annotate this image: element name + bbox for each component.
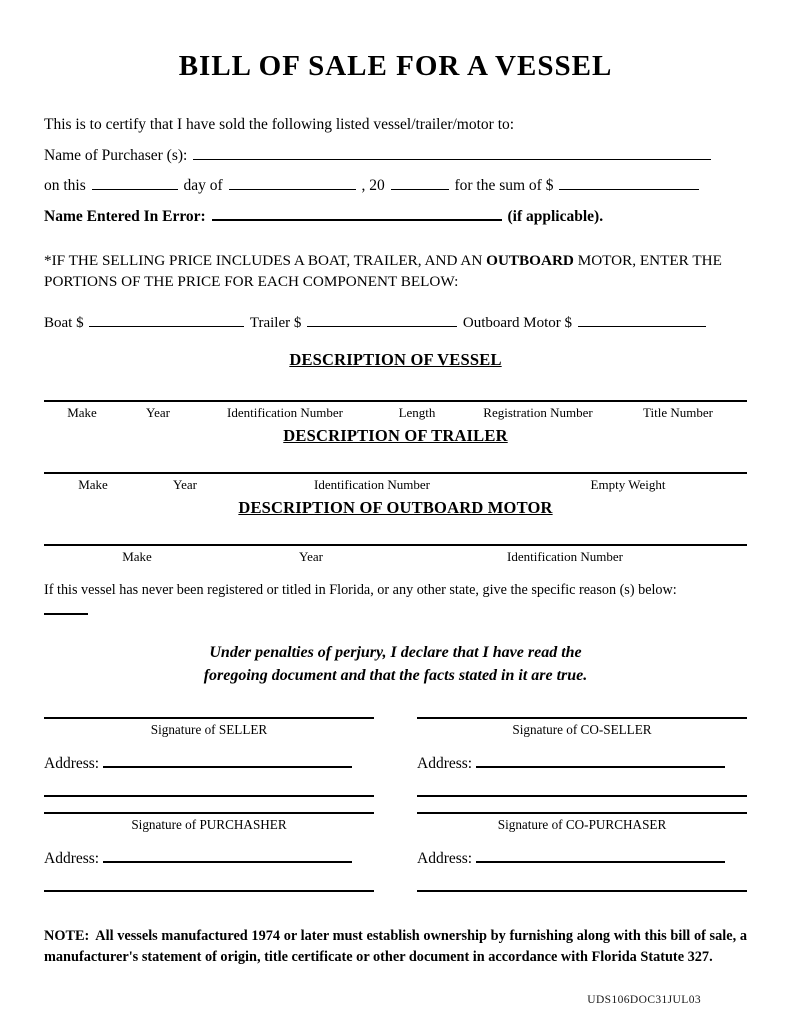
purchaser-signature-column — [44, 812, 374, 892]
price-notice-part2: MOTOR, ENTER THE PORTIONS OF THE PRICE FOR EACH COMPONENT BELOW: — [44, 251, 722, 291]
trailer-col-make: Make — [78, 476, 108, 492]
year-input[interactable] — [391, 189, 449, 190]
vessel-col-make: Make — [67, 404, 97, 420]
purchaser-address-line-2[interactable] — [44, 890, 374, 892]
seller-signature-column — [44, 717, 374, 797]
perjury-statement — [44, 641, 747, 687]
seller-signature-row — [44, 717, 747, 797]
co-seller-address-line-2[interactable] — [417, 795, 747, 797]
co-seller-address-input[interactable] — [476, 766, 725, 768]
price-notice-part1: *IF THE SELLING PRICE INCLUDES A BOAT, TRAILER, AND AN — [44, 251, 487, 269]
trailer-col-identification-number: Identification Number — [314, 476, 430, 492]
purchaser-name-input[interactable] — [193, 159, 711, 160]
vessel-col-title-number: Title Number — [643, 404, 713, 420]
motor-description-table — [44, 544, 747, 568]
purchaser-signature-row — [44, 812, 747, 892]
name-entered-in-error-input[interactable] — [212, 219, 502, 221]
month-input[interactable] — [229, 189, 356, 190]
vessel-col-registration-number: Registration Number — [483, 404, 593, 420]
sum-input[interactable] — [559, 189, 699, 190]
boat-price-input[interactable] — [89, 326, 244, 327]
name-entered-in-error-row — [44, 205, 747, 228]
if-applicable-label: (if applicable). — [507, 207, 604, 225]
boat-price-label: Boat $ — [44, 314, 84, 331]
intro-text: This is to certify that I have sold the following listed vessel/trailer/motor to: — [44, 116, 515, 133]
purchaser-signature-section — [44, 812, 747, 892]
footer-form-code: UDS106DOC31JUL03 — [587, 994, 701, 1006]
trailer-price-label: Trailer $ — [249, 314, 302, 331]
motor-col-identification-number: Identification Number — [507, 548, 623, 564]
trailer-col-empty-weight: Empty Weight — [590, 476, 666, 492]
price-notice-emphasis: OUTBOARD — [486, 251, 574, 269]
on-this-label: on this — [44, 177, 86, 195]
sum-label: for the sum of $ — [454, 177, 554, 195]
motor-col-make: Make — [122, 548, 152, 564]
seller-address-input[interactable] — [103, 766, 352, 768]
document-body — [44, 81, 747, 968]
co-purchaser-signature-column — [417, 812, 747, 892]
perjury-line-1: Under penalties of perjury, I declare that I have read the — [209, 644, 582, 662]
seller-address-line-2[interactable] — [44, 795, 374, 797]
page-title: BILL OF SALE FOR A VESSEL — [178, 50, 613, 82]
purchaser-name-label: Name of Purchaser (s): — [44, 147, 188, 165]
final-note-label: NOTE: — [44, 928, 90, 945]
trailer-description-table — [44, 472, 747, 496]
seller-signature-section — [44, 717, 747, 797]
trailer-price-input[interactable] — [307, 326, 457, 327]
vessel-column-headers — [44, 402, 747, 424]
purchaser-address-label: Address: — [44, 850, 100, 868]
seller-address-label: Address: — [44, 755, 100, 773]
registration-question: If this vessel has never been registered or titled in Florida, or any other state, give the specific reason (s) below: — [44, 581, 677, 598]
vessel-description-table — [44, 400, 747, 424]
final-note-text: All vessels manufactured 1974 or later must establish ownership by furnishing along with this bill of sale, a manufacturer's statement of origin, title certificate or other document in accordance with Florida Statute 327. — [44, 928, 747, 966]
co-seller-address-label: Address: — [417, 755, 473, 773]
price-components-row — [44, 315, 747, 332]
motor-col-year: Year — [299, 548, 323, 564]
purchaser-address-input[interactable] — [103, 861, 352, 863]
date-and-sum-row — [44, 174, 747, 197]
co-purchaser-address-label: Address: — [417, 850, 473, 868]
trailer-column-headers — [44, 474, 747, 496]
motor-section-heading: DESCRIPTION OF OUTBOARD MOTOR — [238, 497, 553, 517]
vessel-col-identification-number: Identification Number — [227, 404, 343, 420]
co-seller-signature-column — [417, 717, 747, 797]
purchaser-name-row — [44, 144, 747, 167]
final-note — [44, 926, 747, 967]
purchaser-address-row — [44, 850, 374, 868]
vessel-col-year: Year — [146, 404, 170, 420]
year-prefix-label: , 20 — [361, 177, 385, 195]
co-purchaser-address-input[interactable] — [476, 861, 725, 863]
trailer-section-heading: DESCRIPTION OF TRAILER — [283, 425, 508, 445]
co-seller-address-row — [417, 755, 747, 773]
motor-column-headers — [44, 546, 747, 568]
name-entered-in-error-label: Name Entered In Error: — [44, 207, 206, 225]
day-of-label: day of — [183, 177, 223, 195]
outboard-motor-price-input[interactable] — [578, 326, 706, 327]
co-purchaser-signature-caption: Signature of CO-PURCHASER — [497, 817, 667, 833]
perjury-line-2: foregoing document and that the facts stated in it are true. — [203, 667, 588, 685]
trailer-col-year: Year — [173, 476, 197, 492]
seller-signature-caption: Signature of SELLER — [150, 722, 268, 738]
seller-address-row — [44, 755, 374, 773]
day-input[interactable] — [92, 189, 178, 190]
vessel-section-heading: DESCRIPTION OF VESSEL — [289, 349, 502, 369]
price-breakdown-notice — [44, 250, 747, 293]
vessel-col-length: Length — [398, 404, 436, 420]
co-purchaser-address-row — [417, 850, 747, 868]
purchaser-signature-caption: Signature of PURCHASHER — [131, 817, 287, 833]
co-purchaser-address-line-2[interactable] — [417, 890, 747, 892]
outboard-motor-price-label: Outboard Motor $ — [462, 314, 573, 331]
co-seller-signature-caption: Signature of CO-SELLER — [512, 722, 652, 738]
registration-reason-input[interactable] — [44, 613, 88, 615]
